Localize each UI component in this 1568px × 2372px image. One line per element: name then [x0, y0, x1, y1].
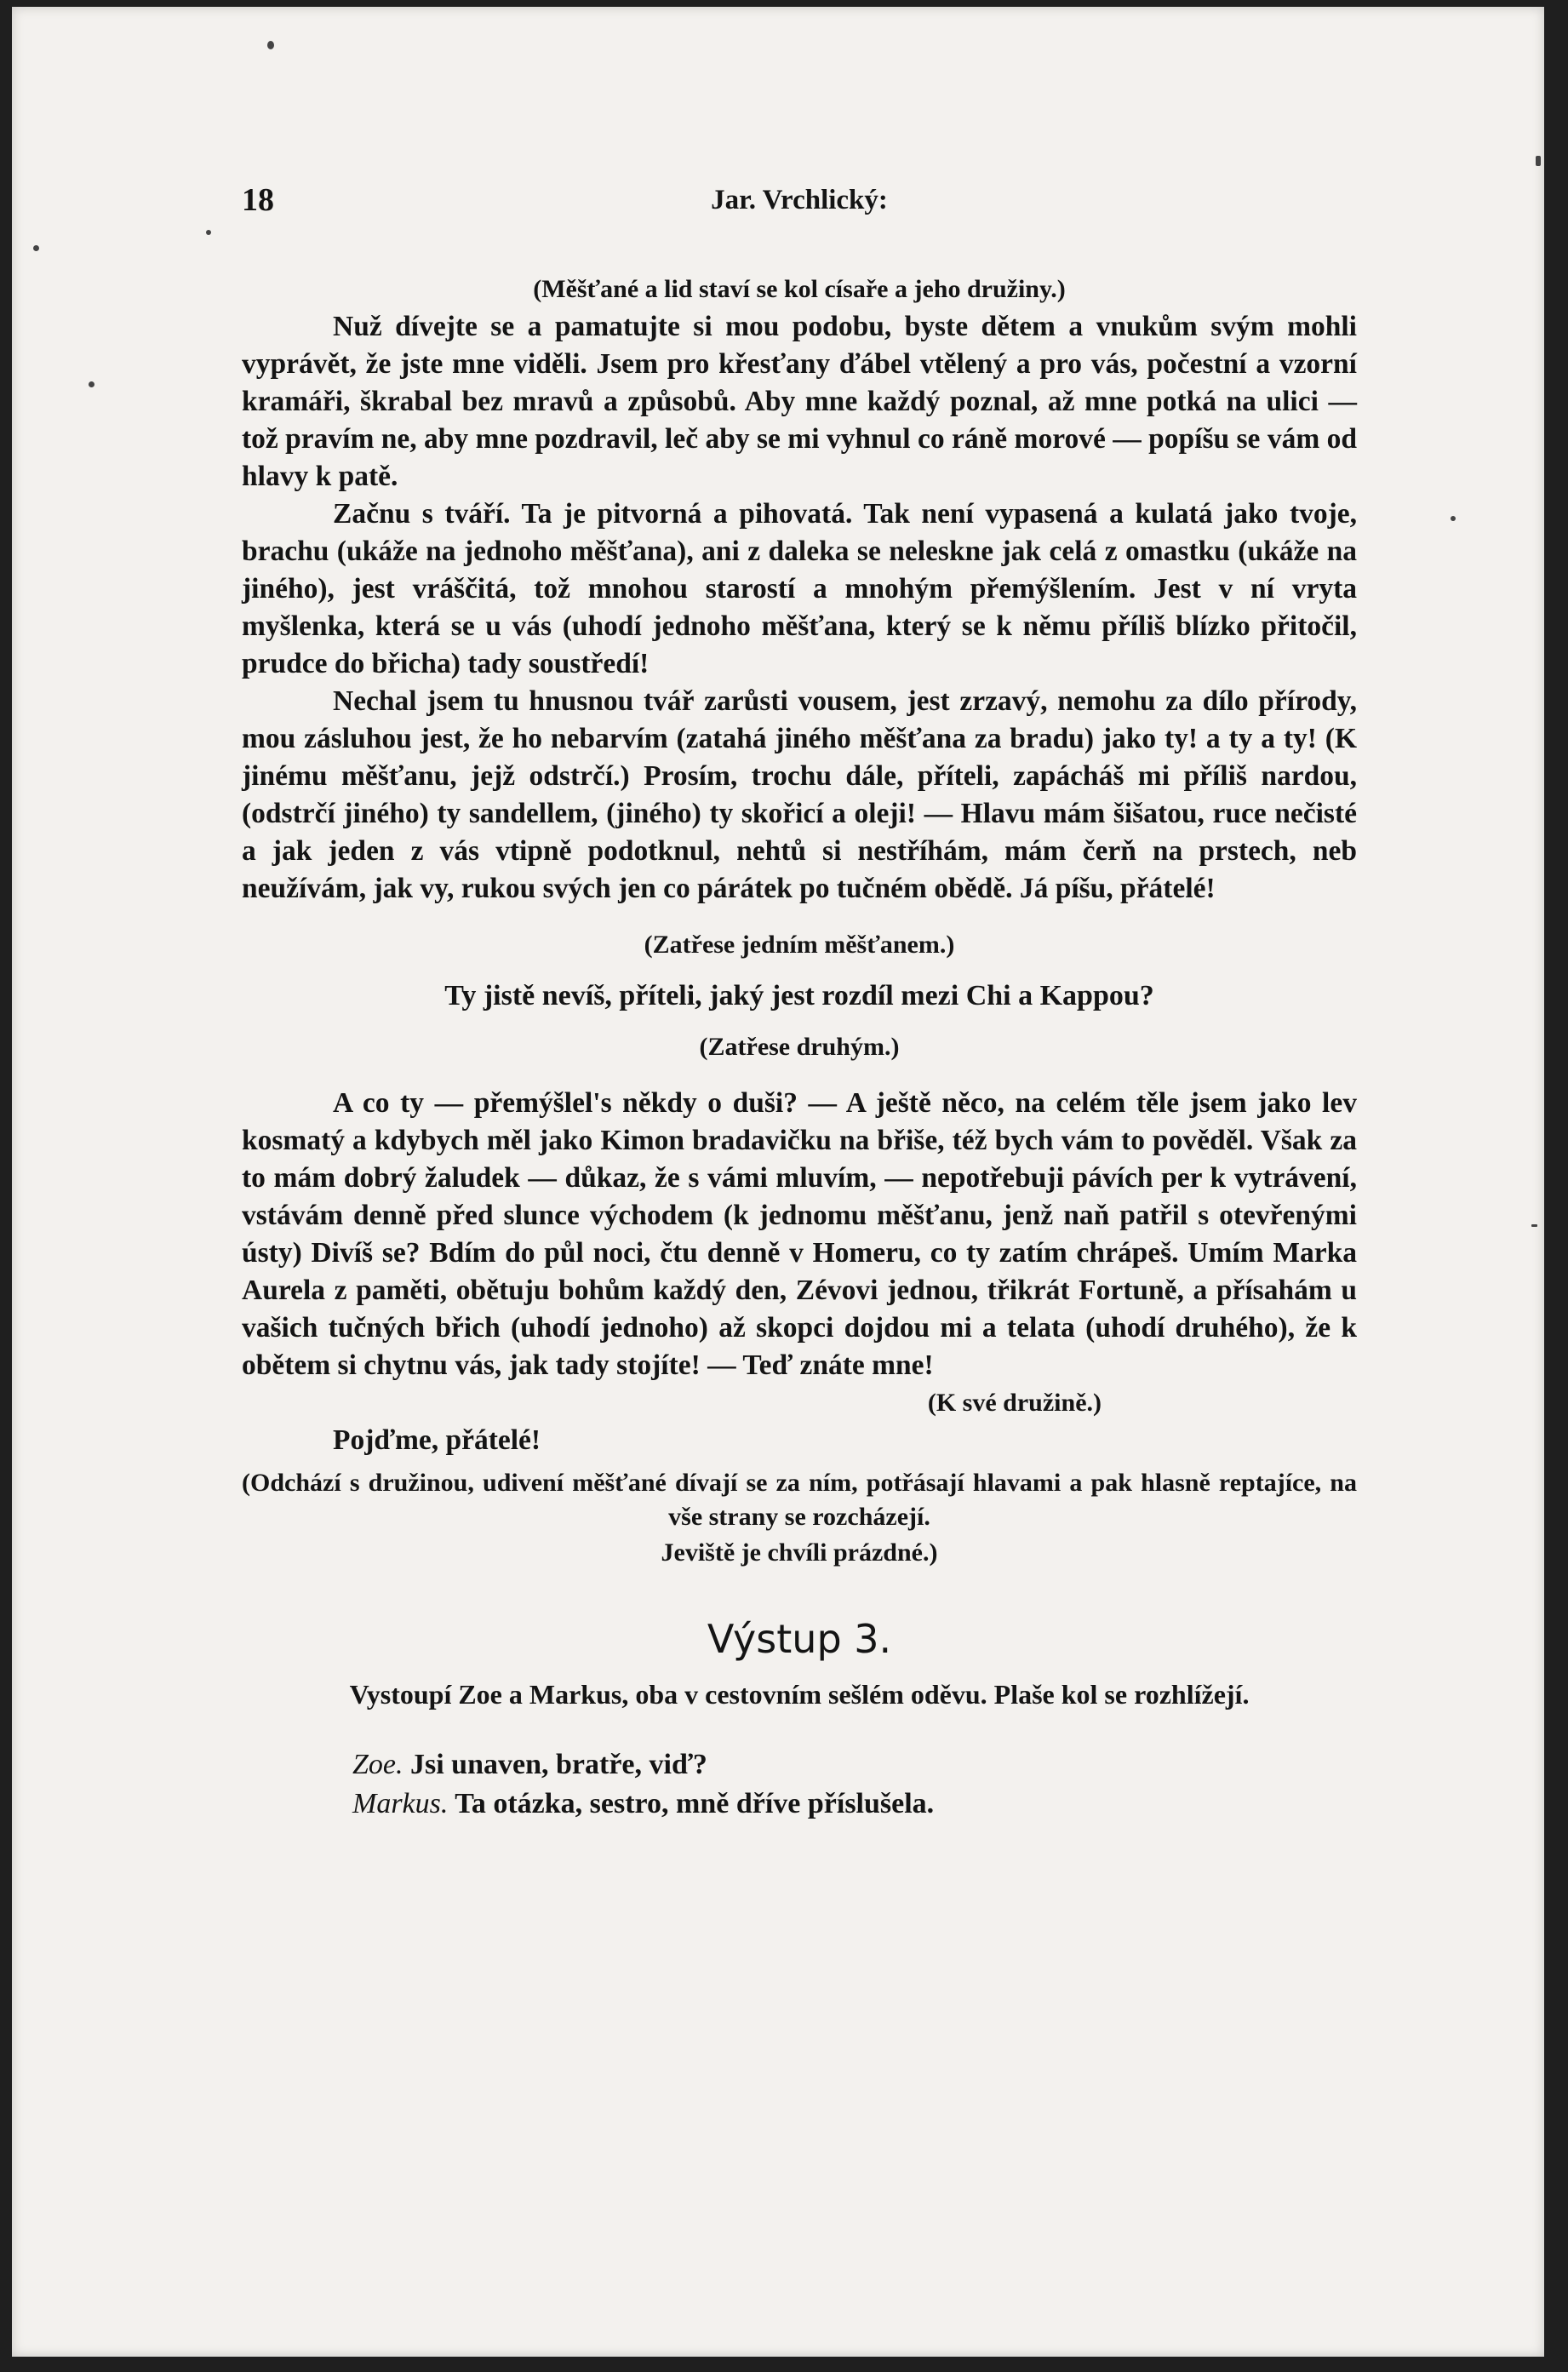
stage-direction: (Odchází s družinou, udivení měšťané dívají se za ním, potřásají hlavami a pak hlasně reptajíce, na vše strany se rozcházejí. [242, 1469, 1357, 1531]
speaker: Markus. [352, 1788, 449, 1819]
line-of-speech: Ty jistě nevíš, příteli, jaký jest rozdíl mezi Chi a Kappou? [444, 980, 1154, 1011]
paragraph: Nechal jsem tu hnusnou tvář zarůsti vousem, jest zrzavý, nemohu za dílo přírody, mou zásluhou jest, že ho nebarvím (zatahá jiného měšťana za bradu) jako ty! a ty a ty! (K jinému měšťanu, jejž odstrčí.) Prosím, trochu dále, příteli, zapácháš mi příliš nardou, (odstrčí jiného) ty sandellem, (jiného) ty skořicí a oleji! — Hlavu mám šišatou, ruce nečisté a jak jeden z vás vtipně podotknul, nehtů si nestříhám, mám čerň na prstech, neb neužívám, jak vy, rukou svých jen co párátek po tučném obědě. Já píšu, přátelé! [242, 685, 1357, 904]
paragraph: A co ty — přemýšlel's někdy o duši? — A ještě něco, na celém těle jsem jako lev kosmatý a kdybych měl jako Kimon bradavičku na břiše, též bych vám to pověděl. Však za to mám dobrý žaludek — důkaz, že s vámi mluvím, — nepotřebuji pávích per k vytrávení, vstávám denně před slunce východem (k jednomu měšťanu, jenž naň patřil s otevřenými ústy) Divíš se? Bdím do půl noci, čtu denně v Homeru, co ty zatím chrápeš. Umím Marka Aurela z paměti, obětuju bohům každý den, Zévovi jednou, třikrát Fortuně, a přísahám u vašich tučných břich (uhodí jednoho) až skopci dojdou mi a telata (uhodí druhého), že k obětem si chytnu vás, jak tady stojíte! — Teď znáte mne! [242, 1087, 1357, 1381]
paragraph: Nuž dívejte se a pamatujte si mou podobu, byste dětem a vnukům svým mohli vyprávět, že jste mne viděli. Jsem pro křesťany ďábel vtělený a pro vás, počestní a vzorní kramáři, škrabal bez mravů a způsobů. Aby mne každý poznal, až mne potká na ulici — tož pravím ne, aby mne pozdravil, leč aby se mi vyhnul co ráně morové — popíšu se vám od hlavy k patě. [242, 311, 1357, 492]
stage-direction: (Zatřese jedním měšťanem.) [644, 931, 955, 959]
running-head: Jar. Vrchlický: [711, 185, 888, 215]
speaker: Zoe. [352, 1749, 403, 1780]
scene-direction: Vystoupí Zoe a Markus, oba v cestovním sešlém oděvu. Plaše kol se rozhlížejí. [349, 1679, 1250, 1710]
stage-direction: (Měšťané a lid staví se kol císaře a jeho družiny.) [533, 275, 1066, 303]
page-number: 18 [242, 182, 274, 218]
line-of-speech: Pojďme, přátelé! [333, 1424, 541, 1456]
dialogue-line [242, 1785, 1357, 1824]
scene-title: Výstup 3. [707, 1616, 892, 1662]
dialogue-line [242, 1745, 1357, 1785]
page-header [242, 181, 1357, 232]
dialogue-text: Jsi unaven, bratře, viď? [410, 1749, 707, 1780]
page-body [242, 271, 1357, 1824]
paragraph: Začnu s tváří. Ta je pitvorná a pihovatá. Tak není vypasená a kulatá jako tvoje, brachu (ukáže na jednoho měšťana), ani z daleka se neleskne jak celá z omastku (ukáže na jiného), jest vráščitá, tož mnohou starostí a mnohým přemýšlením. Jest v ní vryta myšlenka, která se u vás (uhodí jednoho měšťana, který se k němu příliš blízko přitočil, prudce do břicha) tady soustředí! [242, 498, 1357, 679]
stage-direction: (K své družině.) [927, 1389, 1102, 1417]
dialogue-text: Ta otázka, sestro, mně dříve příslušela. [455, 1788, 935, 1819]
stage-direction: (Zatřese druhým.) [699, 1033, 900, 1061]
book-page [12, 7, 1544, 2357]
stage-direction: Jeviště je chvíli prázdné.) [661, 1538, 938, 1567]
